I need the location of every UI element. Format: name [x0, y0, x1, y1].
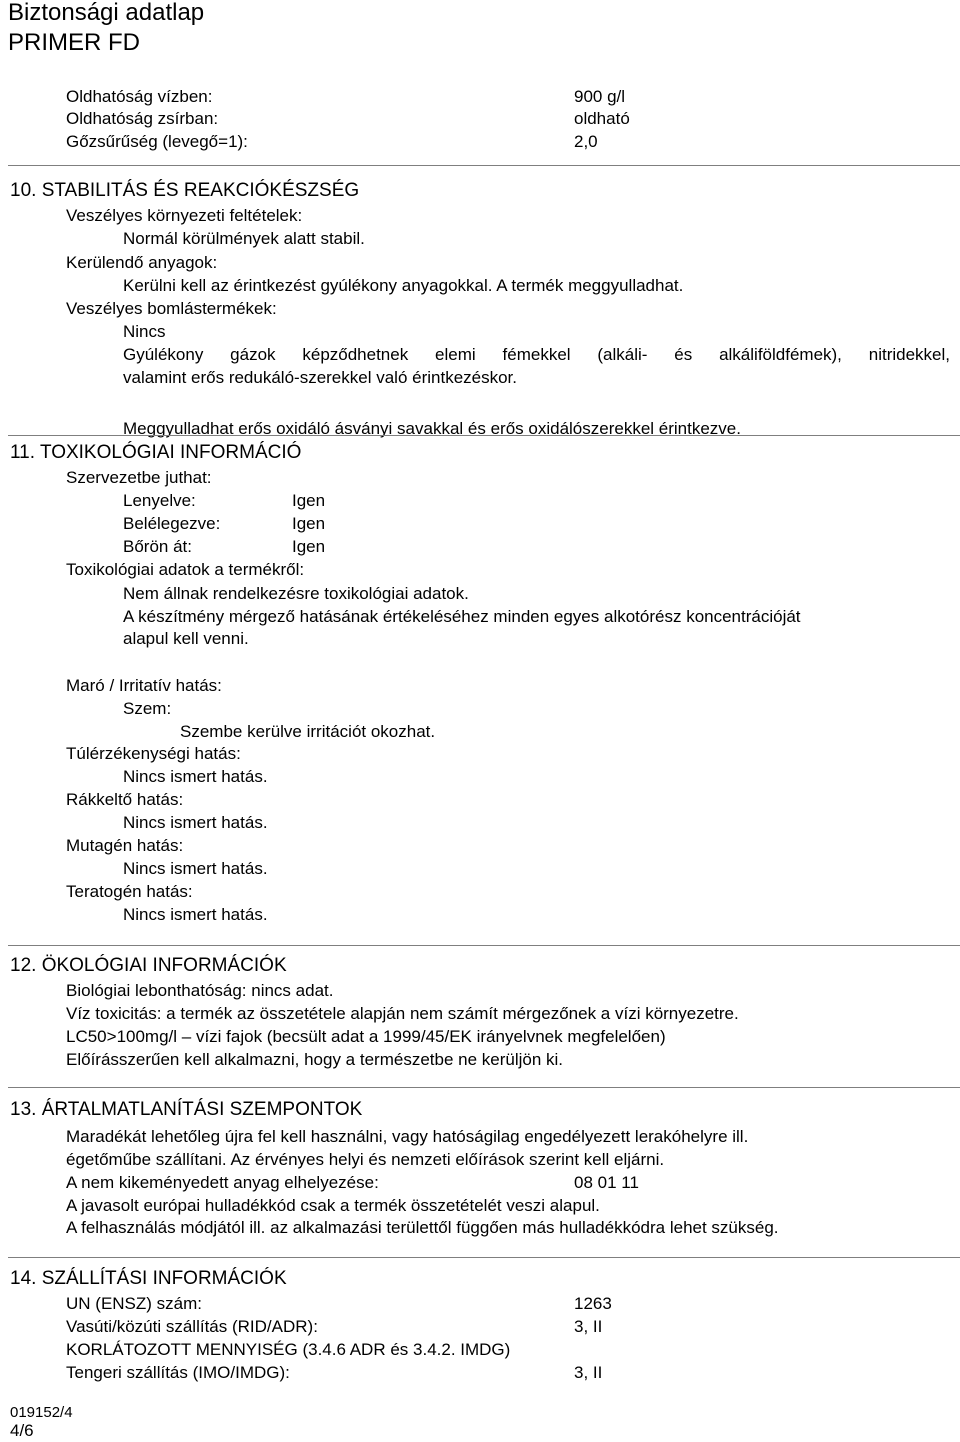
route-ingestion-label: Lenyelve:	[123, 491, 196, 510]
sensitizing-label: Túlérzékenységi hatás:	[66, 744, 241, 763]
tox-data-label: Toxikológiai adatok a termékről:	[66, 560, 305, 579]
solubility-water-label: Oldhatóság vízben:	[66, 87, 213, 106]
decomposition-label: Veszélyes bomlástermékek:	[66, 299, 277, 318]
section-divider	[8, 1087, 960, 1088]
teratogenic-value: Nincs ismert hatás.	[123, 905, 268, 924]
section-divider	[8, 165, 960, 166]
rid-adr-value: 3, II	[574, 1317, 603, 1336]
route-inhalation-label: Belélegezve:	[123, 514, 221, 533]
lc50-line: LC50>100mg/l – vízi fajok (becsült adat a 1999/45/EK irányelvnek megfelelően)	[66, 1027, 666, 1046]
un-number-label: UN (ENSZ) szám:	[66, 1294, 202, 1313]
corrosive-label: Maró / Irritatív hatás:	[66, 676, 222, 695]
decomposition-text-line2: valamint erős redukáló-szerekkel való érintkezéskor.	[123, 368, 518, 387]
carcinogenic-label: Rákkeltő hatás:	[66, 790, 184, 809]
section-divider	[8, 945, 960, 946]
env-conditions-label: Veszélyes környezeti feltételek:	[66, 206, 303, 225]
imo-imdg-value: 3, II	[574, 1363, 603, 1382]
tox-data-value2-line2: alapul kell venni.	[123, 629, 249, 648]
section-12-heading: 12. ÖKOLÓGIAI INFORMÁCIÓK	[10, 955, 287, 976]
mutagenic-label: Mutagén hatás:	[66, 836, 184, 855]
route-ingestion-value: Igen	[292, 491, 326, 510]
carcinogenic-value: Nincs ismert hatás.	[123, 813, 268, 832]
route-inhalation-value: Igen	[292, 514, 326, 533]
mutagenic-value: Nincs ismert hatás.	[123, 859, 268, 878]
vapour-density-label: Gőzsűrűség (levegő=1):	[66, 132, 248, 151]
vapour-density-value: 2,0	[574, 132, 598, 151]
decomposition-text-line1: Gyúlékony gázok képződhetnek elemi fémekkel (alkáli- és alkáliföldfémek), nitridekkel,	[123, 345, 950, 364]
tox-data-value2-line1: A készítmény mérgező hatásának értékeléséhez minden egyes alkotórész koncentrációját	[123, 607, 801, 626]
un-number-value: 1263	[574, 1294, 612, 1313]
route-skin-label: Bőrön át:	[123, 537, 192, 556]
solubility-fat-value: oldható	[574, 109, 630, 128]
rid-adr-label: Vasúti/közúti szállítás (RID/ADR):	[66, 1317, 318, 1336]
avoid-materials-value: Kerülni kell az érintkezést gyúlékony anyagokkal. A termék meggyulladhat.	[123, 276, 684, 295]
environment-use-line: Előírásszerűen kell alkalmazni, hogy a természetbe ne kerüljön ki.	[66, 1050, 564, 1069]
solubility-fat-label: Oldhatóság zsírban:	[66, 109, 219, 128]
decomposition-text-line3: Meggyulladhat erős oxidáló ásványi savakkal és erős oxidálószerekkel érintkezve.	[123, 419, 741, 438]
section-11-heading: 11. TOXIKOLÓGIAI INFORMÁCIÓ	[10, 442, 302, 463]
env-conditions-value: Normál körülmények alatt stabil.	[123, 229, 365, 248]
avoid-materials-label: Kerülendő anyagok:	[66, 253, 218, 272]
disposal-line5: A felhasználás módjától ill. az alkalmazási területtől függően más hulladékkódra lehet szükség.	[66, 1218, 779, 1237]
solubility-water-value: 900 g/l	[574, 87, 626, 106]
page-number: 4/6	[10, 1421, 34, 1440]
section-10-heading: 10. STABILITÁS ÉS REAKCIÓKÉSZSÉG	[10, 180, 360, 201]
eye-label: Szem:	[123, 699, 172, 718]
section-divider	[8, 435, 960, 436]
disposal-line4: A javasolt európai hulladékkód csak a termék összetételét veszi alapul.	[66, 1196, 600, 1215]
tox-data-value1: Nem állnak rendelkezésre toxikológiai adatok.	[123, 584, 469, 603]
disposal-line1: Maradékát lehetőleg újra fel kell használni, vagy hatóságilag engedélyezett lerakóhelyre ill.	[66, 1127, 749, 1146]
route-skin-value: Igen	[292, 537, 326, 556]
limited-quantity-label: KORLÁTOZOTT MENNYISÉG (3.4.6 ADR és 3.4.2. IMDG)	[66, 1340, 511, 1359]
eye-value: Szembe kerülve irritációt okozhat.	[180, 722, 436, 741]
waste-label: A nem kikeményedett anyag elhelyezése:	[66, 1173, 379, 1192]
section-13-heading: 13. ÁRTALMATLANÍTÁSI SZEMPONTOK	[10, 1099, 363, 1120]
waste-code: 08 01 11	[574, 1173, 639, 1192]
imo-imdg-label: Tengeri szállítás (IMO/IMDG):	[66, 1363, 290, 1382]
document-title: Biztonsági adatlap	[8, 0, 205, 26]
section-divider	[8, 1257, 960, 1258]
product-name: PRIMER FD	[8, 29, 140, 56]
decomposition-none: Nincs	[123, 322, 166, 341]
biodegradability-line: Biológiai lebonthatóság: nincs adat.	[66, 981, 334, 1000]
disposal-line2: égetőműbe szállítani. Az érvényes helyi és nemzeti előírások szerint kell eljárni.	[66, 1150, 665, 1169]
sensitizing-value: Nincs ismert hatás.	[123, 767, 268, 786]
teratogenic-label: Teratogén hatás:	[66, 882, 193, 901]
entry-routes-label: Szervezetbe juthat:	[66, 468, 212, 487]
water-toxicity-line: Víz toxicitás: a termék az összetétele alapján nem számít mérgezőnek a vízi környezetre.	[66, 1004, 739, 1023]
document-code: 019152/4	[10, 1404, 73, 1421]
section-14-heading: 14. SZÁLLÍTÁSI INFORMÁCIÓK	[10, 1268, 287, 1289]
